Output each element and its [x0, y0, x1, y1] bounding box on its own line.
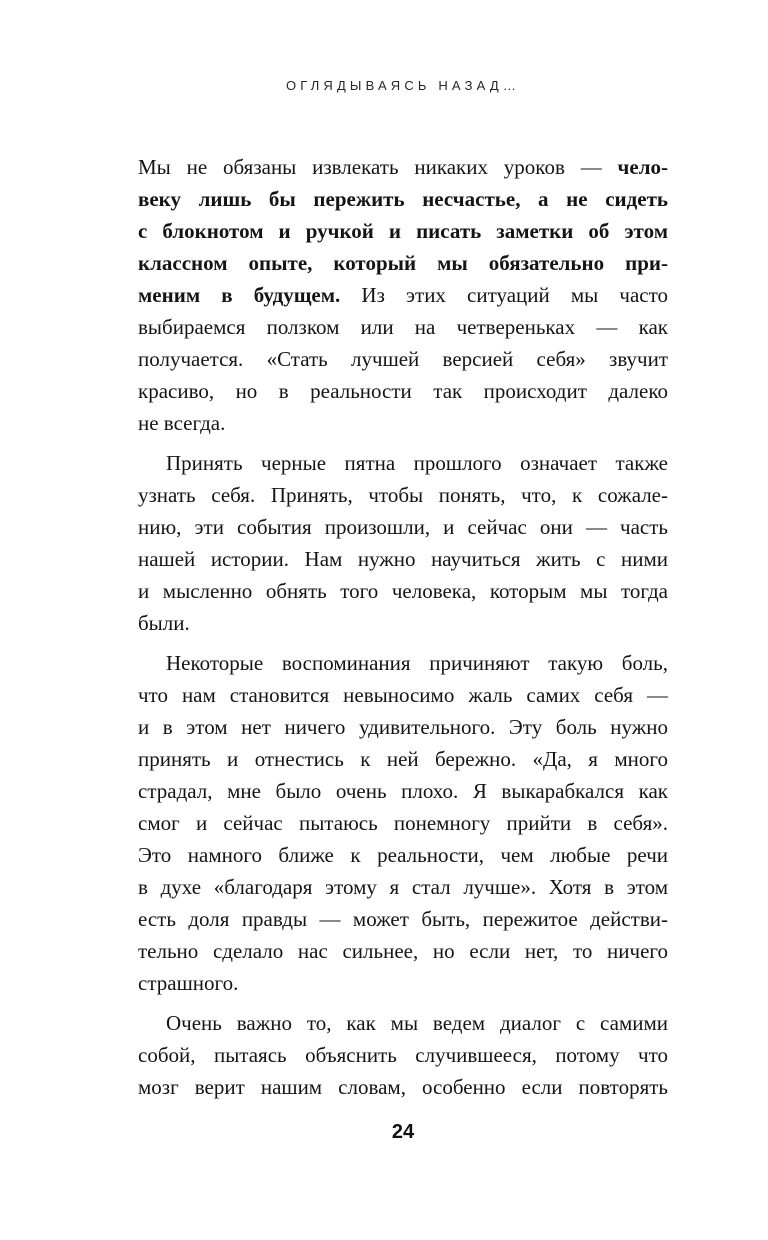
text-line [138, 743, 668, 775]
text-segment: получается. «Стать лучшей версией себя» звучит [138, 347, 668, 371]
text-line [138, 279, 668, 311]
text-line [138, 1039, 668, 1071]
text-segment: страдал, мне было очень плохо. Я выкарабкался как [138, 779, 668, 803]
text-line [138, 247, 668, 279]
text-line [138, 215, 668, 247]
text-segment: и в этом нет ничего удивительного. Эту боль нужно [138, 715, 668, 739]
text-line [138, 807, 668, 839]
paragraph [138, 647, 668, 999]
text-segment: что нам становится невыносимо жаль самих себя — [138, 683, 668, 707]
text-line [138, 575, 668, 607]
text-line [138, 903, 668, 935]
text-column [138, 0, 668, 1144]
text-block [138, 151, 668, 1103]
text-line [138, 151, 668, 183]
running-header: ОГЛЯДЫВАЯСЬ НАЗАД… [285, 78, 521, 93]
text-line [138, 711, 668, 743]
text-segment: красиво, но в реальности так происходит далеко [138, 379, 668, 403]
text-line [138, 607, 668, 639]
text-line [138, 935, 668, 967]
text-line [138, 1071, 668, 1103]
text-segment: Очень важно то, как мы ведем диалог с самими [166, 1011, 668, 1035]
text-segment: в духе «благодаря этому я стал лучше». Хотя в этом [138, 875, 668, 899]
bold-text-segment: с блокнотом и ручкой и писать заметки об этом [138, 219, 668, 243]
text-line [138, 967, 668, 999]
text-line [138, 1007, 668, 1039]
text-segment: принять и отнестись к ней бережно. «Да, я много [138, 747, 668, 771]
text-line [138, 775, 668, 807]
text-segment: были. [138, 611, 190, 635]
bold-text-segment: классном опыте, который мы обязательно при- [138, 251, 668, 275]
text-segment: Принять черные пятна прошлого означает также [166, 451, 668, 475]
text-segment: страшного. [138, 971, 239, 995]
text-segment: узнать себя. Принять, чтобы понять, что, к сожале- [138, 483, 668, 507]
text-segment: тельно сделало нас сильнее, но если нет, то ничего [138, 939, 668, 963]
page-number: 24 [391, 1121, 415, 1143]
paragraph [138, 447, 668, 639]
text-line [138, 679, 668, 711]
text-line [138, 311, 668, 343]
text-segment: есть доля правды — может быть, пережитое действи- [138, 907, 668, 931]
text-segment: Из этих ситуаций мы часто [340, 283, 668, 307]
text-segment: Некоторые воспоминания причиняют такую боль, [166, 651, 668, 675]
paragraph [138, 1007, 668, 1103]
text-line [138, 479, 668, 511]
text-line [138, 511, 668, 543]
text-segment: нашей истории. Нам нужно научиться жить с ними [138, 547, 668, 571]
text-line [138, 407, 668, 439]
text-line [138, 839, 668, 871]
text-line [138, 375, 668, 407]
text-segment: не всегда. [138, 411, 226, 435]
text-line [138, 183, 668, 215]
text-segment: и мысленно обнять того человека, которым мы тогда [138, 579, 668, 603]
text-line [138, 647, 668, 679]
text-line [138, 871, 668, 903]
bold-text-segment: веку лишь бы пережить несчастье, а не сидеть [138, 187, 668, 211]
text-line [138, 447, 668, 479]
text-segment: Это намного ближе к реальности, чем любые речи [138, 843, 668, 867]
text-segment: Мы не обязаны извлекать никаких уроков — [138, 155, 618, 179]
text-segment: выбираемся ползком или на четвереньках — как [138, 315, 668, 339]
bold-text-segment: меним в будущем. [138, 283, 341, 307]
text-line [138, 543, 668, 575]
bold-text-segment: чело- [617, 155, 668, 179]
text-segment: смог и сейчас пытаюсь понемногу прийти в себя». [138, 811, 668, 835]
text-segment: мозг верит нашим словам, особенно если повторять [138, 1075, 668, 1099]
text-segment: нию, эти события произошли, и сейчас они — часть [138, 515, 668, 539]
paragraph [138, 151, 668, 439]
text-segment: собой, пытаясь объяснить случившееся, потому что [138, 1043, 668, 1067]
text-line [138, 343, 668, 375]
